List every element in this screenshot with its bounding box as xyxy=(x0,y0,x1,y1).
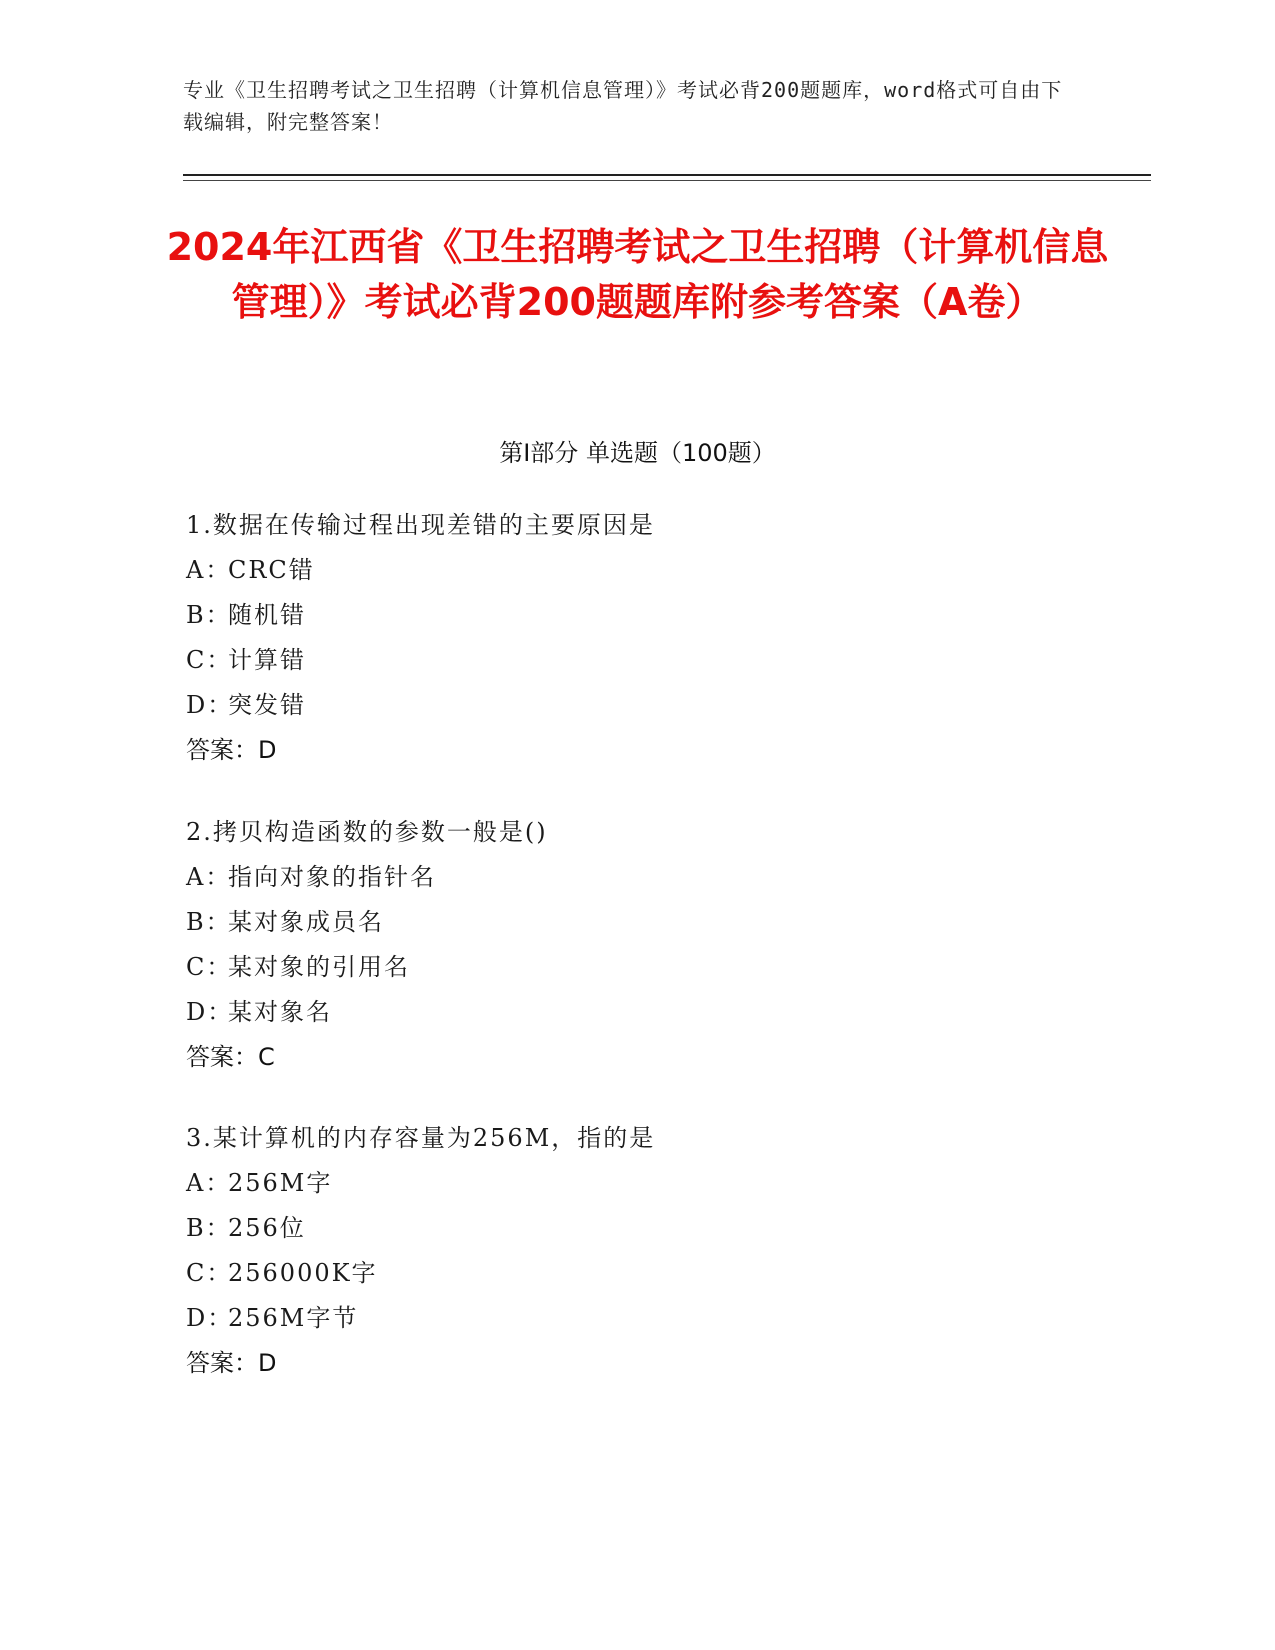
question-1 xyxy=(186,503,1086,773)
option-text: 256位 xyxy=(228,1214,306,1242)
header-note: 专业《卫生招聘考试之卫生招聘（计算机信息管理）》考试必背200题题库，word格式可自由下载编辑，附完整答案！ xyxy=(183,78,1063,134)
option-text: 某对象成员名 xyxy=(228,908,384,936)
option-d xyxy=(186,990,1086,1035)
option-text: 计算错 xyxy=(228,646,306,674)
option-letter: C： xyxy=(186,953,233,981)
option-a xyxy=(186,1161,1086,1206)
option-c xyxy=(186,638,1086,683)
option-d xyxy=(186,683,1086,728)
option-letter: D： xyxy=(186,691,234,719)
option-letter: A： xyxy=(186,556,232,584)
option-letter: C： xyxy=(186,646,233,674)
option-d xyxy=(186,1296,1086,1341)
option-letter: B： xyxy=(186,908,232,936)
option-letter: D： xyxy=(186,1304,234,1332)
option-b xyxy=(186,1206,1086,1251)
option-text: 256M字节 xyxy=(228,1304,359,1332)
option-c xyxy=(186,1251,1086,1296)
option-a xyxy=(186,855,1086,900)
question-2 xyxy=(186,810,1086,1080)
question-stem: 1.数据在传输过程出现差错的主要原因是 xyxy=(186,511,655,539)
option-letter: B： xyxy=(186,601,232,629)
question-stem: 2.拷贝构造函数的参数一般是() xyxy=(186,818,548,846)
header-rule-thick xyxy=(183,174,1151,176)
option-letter: D： xyxy=(186,998,234,1026)
option-text: 某对象名 xyxy=(228,998,332,1026)
option-letter: B： xyxy=(186,1214,232,1242)
question-stem: 3.某计算机的内存容量为256M，指的是 xyxy=(186,1124,656,1152)
option-a xyxy=(186,548,1086,593)
option-text: 指向对象的指针名 xyxy=(228,863,436,891)
answer-line: 答案：D xyxy=(186,1349,277,1377)
answer-line: 答案：C xyxy=(186,1043,275,1071)
section-title: 第Ⅰ部分 单选题（100题） xyxy=(499,439,776,467)
option-text: 随机错 xyxy=(228,601,306,629)
option-text: 某对象的引用名 xyxy=(228,953,410,981)
header-rule-thin xyxy=(183,180,1151,181)
question-3 xyxy=(186,1116,1086,1386)
option-b xyxy=(186,593,1086,638)
option-text: 256000K字 xyxy=(228,1259,378,1287)
option-letter: A： xyxy=(186,1169,232,1197)
option-c xyxy=(186,945,1086,990)
document-title: 2024年江西省《卫生招聘考试之卫生招聘（计算机信息管理）》考试必背200题题库附参考答案（A卷） xyxy=(166,225,1109,324)
option-text: CRC错 xyxy=(228,556,315,584)
answer-line: 答案：D xyxy=(186,736,277,764)
option-b xyxy=(186,900,1086,945)
option-text: 突发错 xyxy=(228,691,306,719)
option-letter: C： xyxy=(186,1259,233,1287)
option-letter: A： xyxy=(186,863,232,891)
option-text: 256M字 xyxy=(228,1169,333,1197)
